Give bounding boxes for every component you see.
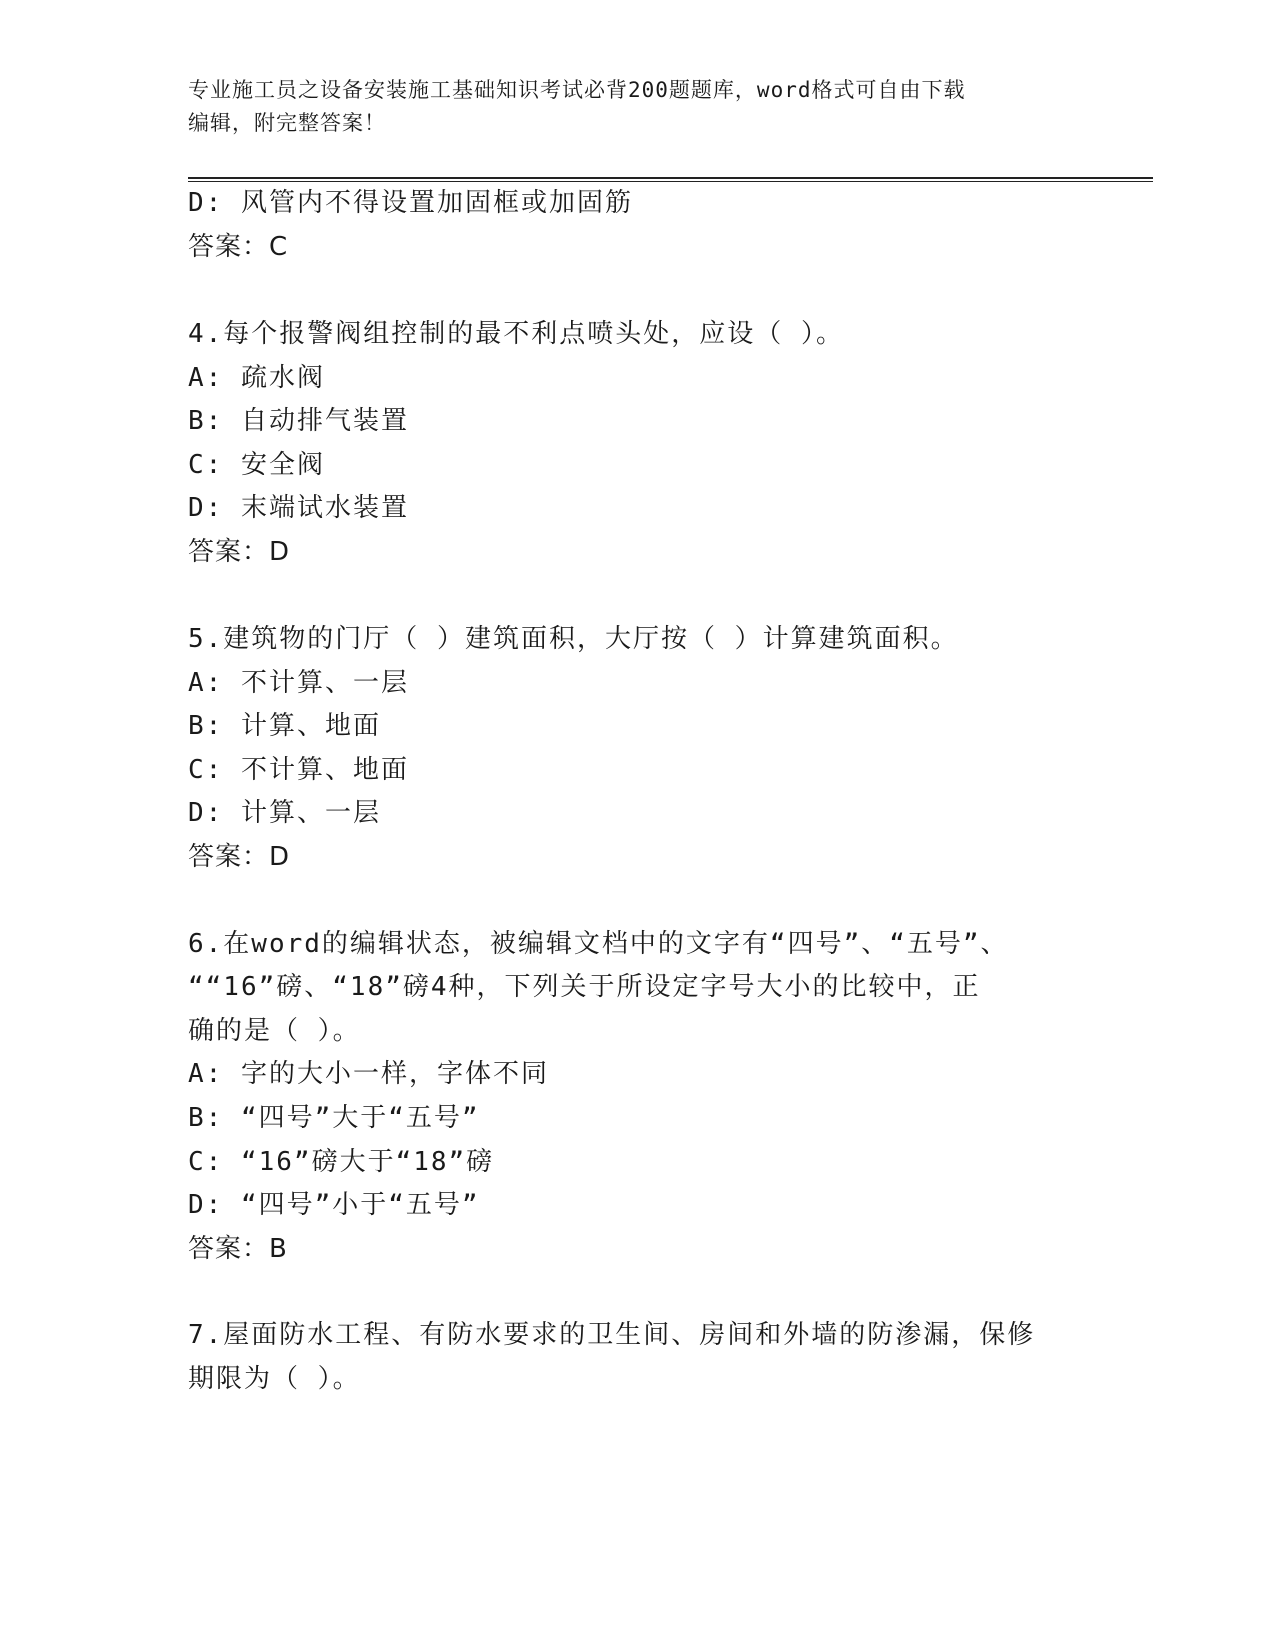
q3-answer: 答案：C xyxy=(188,232,289,262)
q7-stem-line-1: 7.屋面防水工程、有防水要求的卫生间、房间和外墙的防渗漏，保修 xyxy=(188,1320,1036,1350)
q6-option-a: A: 字的大小一样，字体不同 xyxy=(188,1059,549,1089)
q3-option-d: D: 风管内不得设置加固框或加固筋 xyxy=(188,188,633,218)
q4-option-b: B: 自动排气装置 xyxy=(188,406,409,436)
q6-stem-line-3: 确的是（ ）。 xyxy=(188,1016,361,1046)
q5-answer: 答案：D xyxy=(188,842,291,872)
header-title-line-1: 专业施工员之设备安装施工基础知识考试必背200题题库，word格式可自由下载 xyxy=(188,78,966,102)
q5-stem: 5.建筑物的门厅（ ）建筑面积，大厅按（ ）计算建筑面积。 xyxy=(188,624,959,654)
q4-option-c: C: 安全阀 xyxy=(188,450,325,480)
header-title-line-2: 编辑，附完整答案！ xyxy=(188,111,386,135)
q6-stem-line-2: ““16”磅、“18”磅4种，下列关于所设定字号大小的比较中，正 xyxy=(188,972,981,1002)
q4-answer: 答案：D xyxy=(188,537,291,567)
q5-option-a: A: 不计算、一层 xyxy=(188,668,409,698)
header-divider xyxy=(188,177,1153,182)
q6-option-d: D: “四号”小于“五号” xyxy=(188,1190,480,1220)
q7-stem-line-2: 期限为（ ）。 xyxy=(188,1364,361,1394)
q4-option-a: A: 疏水阀 xyxy=(188,363,325,393)
q5-option-b: B: 计算、地面 xyxy=(188,711,381,741)
q6-answer: 答案：B xyxy=(188,1234,288,1264)
q4-stem: 4.每个报警阀组控制的最不利点喷头处，应设（ ）。 xyxy=(188,319,844,349)
q6-stem-line-1: 6.在word的编辑状态，被编辑文档中的文字有“四号”、“五号”、 xyxy=(188,929,1009,959)
q5-option-d: D: 计算、一层 xyxy=(188,798,381,828)
q4-option-d: D: 末端试水装置 xyxy=(188,493,409,523)
q6-option-c: C: “16”磅大于“18”磅 xyxy=(188,1147,495,1177)
q6-option-b: B: “四号”大于“五号” xyxy=(188,1103,480,1133)
q5-option-c: C: 不计算、地面 xyxy=(188,755,409,785)
document-header xyxy=(188,74,1088,140)
